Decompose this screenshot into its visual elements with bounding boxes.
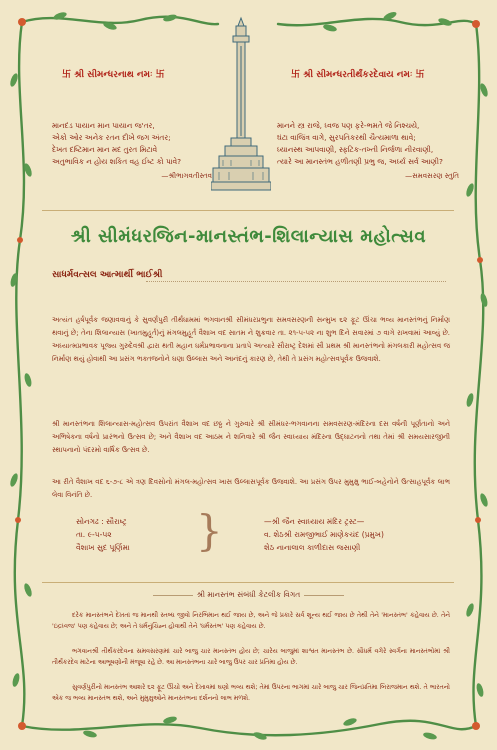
left-verse-line: દેખત દષ્ટિમાન માન મદ તુરત મિટાવે (52, 145, 158, 154)
place-and-date (76, 515, 130, 554)
manastambha-pillar-illustration (211, 16, 271, 206)
right-verse-line: ત્યારે આ માનસ્તંભ હળીતણી પ્રભુ જ, અર્ધ્ય સર્વ આણી? (277, 157, 443, 166)
right-verse-line: ઘંટા વાજિંત્ર વાગે, સુરપતિકરથી ચૈત્યમાળા થાવે; (277, 133, 416, 142)
notice-heading-text: શ્રી માનસ્તંભ સંબંધી કેટલીક વિગત (196, 590, 301, 599)
right-verse (277, 120, 459, 182)
right-verse-line: માનને સ્ત્ર રાજે, ધ્વજ પણ ફરે-ભમતે જે નિશ્ચયે, (277, 121, 420, 130)
right-verse-attribution: —સમવસરણ સ્તુતિ (405, 172, 459, 180)
right-invocation: 卐 શ્રી સીમન્ધરતીર્થંકરદેવાય નમઃ 卐 (291, 70, 425, 80)
invitation-content (36, 30, 461, 720)
invitation-paragraph: શ્રી માનસ્તંભના શિલાન્યાસ-મહોત્સવ ઉપરાંત વૈશાખ વદ છઠ્ઠ ને ગુરુવારે શ્રી સીમંધર-ભગવાનના સમવસરણ-મંદિરના દસ વર્ષની પૂર્ણતાનો અને અભિષેકના વર્ષનો પ્રારંભનો ઉત્સવ છે; અને વૈશાખ વદ આઠમ ને શનિવારે શ્રી જૈન સ્વાધ્યાય મંદિરના ઉદ્ઘાટનનો તથા તેમાં શ્રી સમયસારજીની સ્થાપનાનો પંદરમો વાર્ષિક ઉત્સવ છે. (52, 420, 450, 454)
brace-divider: } (196, 506, 223, 555)
trust-name: —શ્રી જૈન સ્વાધ્યાય મંદિર ટ્રસ્ટ— (264, 517, 365, 526)
notice-heading (36, 590, 461, 600)
trust-signatories (264, 515, 384, 554)
event-title: શ્રી સીમંધરજિન-માનસ્તંભ-શિલાન્યાસ મહોત્સવ (70, 226, 427, 247)
left-verse-attribution: —શ્રીભાગવતીસ્તવ (161, 172, 212, 180)
notice-paragraph: ભગવાનશ્રી તીર્થંકરદેવના સમવસરણમાં ચારે બાજુ ચાર માનસ્તંભ હોય છે; ચારેય બાજુમાં શાશ્વત માનસ્તંભ છે. સૌધર્મ વગેરે સ્વર્ગના માનસ્તંભોમાં શ્રી તીર્થંકરદેવ માટેના આભૂષણોની મંજૂષા રહે છે. આ માનસ્તંભના ચારે બાજુ ઉપર ચાર પ્રતિમા હોય છે. (52, 648, 450, 666)
left-verse-line: એકો ઓર અનેક રતન દીખે જગ અંતર; (52, 133, 171, 142)
tithi-line: વૈશાખ સુદ પૂર્ણિમા (76, 543, 130, 552)
left-verse-line: અતુભાવિક ન હોય શકિત વહ ઈષ્ટ કો પાવે? (52, 157, 182, 166)
right-verse-line: ધ્યાનસ્થ આપવાણી, સ્ફટિક-તખ્તી નિર્જળા નીરવાણી, (277, 145, 434, 154)
salutation-blank-line (146, 281, 446, 282)
salutation: સાધર્મવત્સલ આત્માર્થી ભાઈશ્રી (52, 270, 163, 280)
notice-paragraph: દરેક માનસ્તંભને દેખતાં જ માનથી સ્તબ્ધ જીવો નિરભિમાન થઈ જાય છે, અને જે પ્રકારે સર્વ શૂન્ય થઈ જાય છે તેથી તેને 'માનસ્તંભ' કહેવાય છે. તેને 'ઇંદ્રધ્વજ' પણ કહેવાય છે; અને તે ધર્મનુંચિહ્ન હોવાથી તેને 'ધર્મસ્તંભ' પણ કહેવાય છે. (52, 612, 450, 630)
invitation-paragraph: અત્યંત હર્ષપૂર્વક જણાવવાનું કે સુવર્ણપુરી તીર્થધામમાં ભગવાનશ્રી સીમંધરપ્રભુના સમવસરણની સન્મુખ ૬૨ ફૂટ ઊંચા ભવ્ય માનસ્તંભનું નિર્માણ થવાનું છે; તેના શિલાન્યાસ (ખાતમુહૂર્ત)નું મંગલમુહૂર્ત વૈશાખ વદ સાતમ ને શુક્રવાર તા. ૨૧-૫-૫૨ ના શુભ દિને સવારમાં ૭ વાગે રાખવામાં આવ્યું છે. અધ્યાત્મપ્રભાવક પૂજ્ય ગુરુદેવશ્રી દ્વારા થતી મહાન ધર્મપ્રભાવનાના પ્રતાપે અત્યારે સૌરાષ્ટ્ર દેશમાં સૌ પ્રથમ શ્રી માનસ્તંભનો મંગલકારી મહોત્સવ જ નિર્માણ થયું હોવાથી આ પ્રસંગ ભક્તજનોને ઘણા ઉલ્લાસ અને આનંદનું કારણ છે, તેથી તે પ્રસંગ મહોત્સવપૂર્વક ઉજવાશે. (52, 316, 450, 363)
top-divider (42, 210, 454, 211)
signatory-line: વ. શેઠશ્રી રામજીભાઈ માણેકચંદ (પ્રમુખ) (264, 530, 384, 539)
invitation-paragraph: આ રીતે વૈશાખ વદ ૬-૭-૮ એ ત્રણ દિવસોનો મંગલ-મહોત્સવ ખાસ ઉલ્લાસપૂર્વક ઉજવાશે. આ પ્રસંગ ઉપર મુમુક્ષુ ભાઈ-બહેનોને ઉત્સાહપૂર્વક લાભ લેવા વિનંતિ છે. (52, 478, 450, 499)
bottom-divider (42, 582, 454, 583)
place-line: સોનગઢ : સૌરાષ્ટ્ર (76, 517, 127, 526)
signatory-line: શેઠ નાનાલાલ કાળીદાસ જસાણી (264, 543, 361, 552)
date-line: તા. ૯-૫-૫૨ (76, 530, 112, 539)
notice-paragraph: સુવર્ણપુરીનો માનસ્તંભ આશરે ૬૨ ફૂટ ઊંચો અને દેખાવમાં ઘણો ભવ્ય થશે; તેમાં ઉપરના ભાગમાં ચારે બાજુ ચાર જિનપ્રતિમા બિરાજમાન થશે. તે ભારતનો એક જ ભવ્ય માનસ્તંભ થશે, અને મુમુક્ષુઓને માનસ્તંભના દર્શનનો લાભ મળશે. (52, 684, 450, 702)
left-verse (52, 120, 212, 182)
left-invocation: 卐 શ્રી સીમન્ધરનાથ નમઃ 卐 (62, 70, 165, 80)
left-verse-line: માનદંડ પાયાન માન પાયાન જ'તર, (52, 121, 155, 130)
